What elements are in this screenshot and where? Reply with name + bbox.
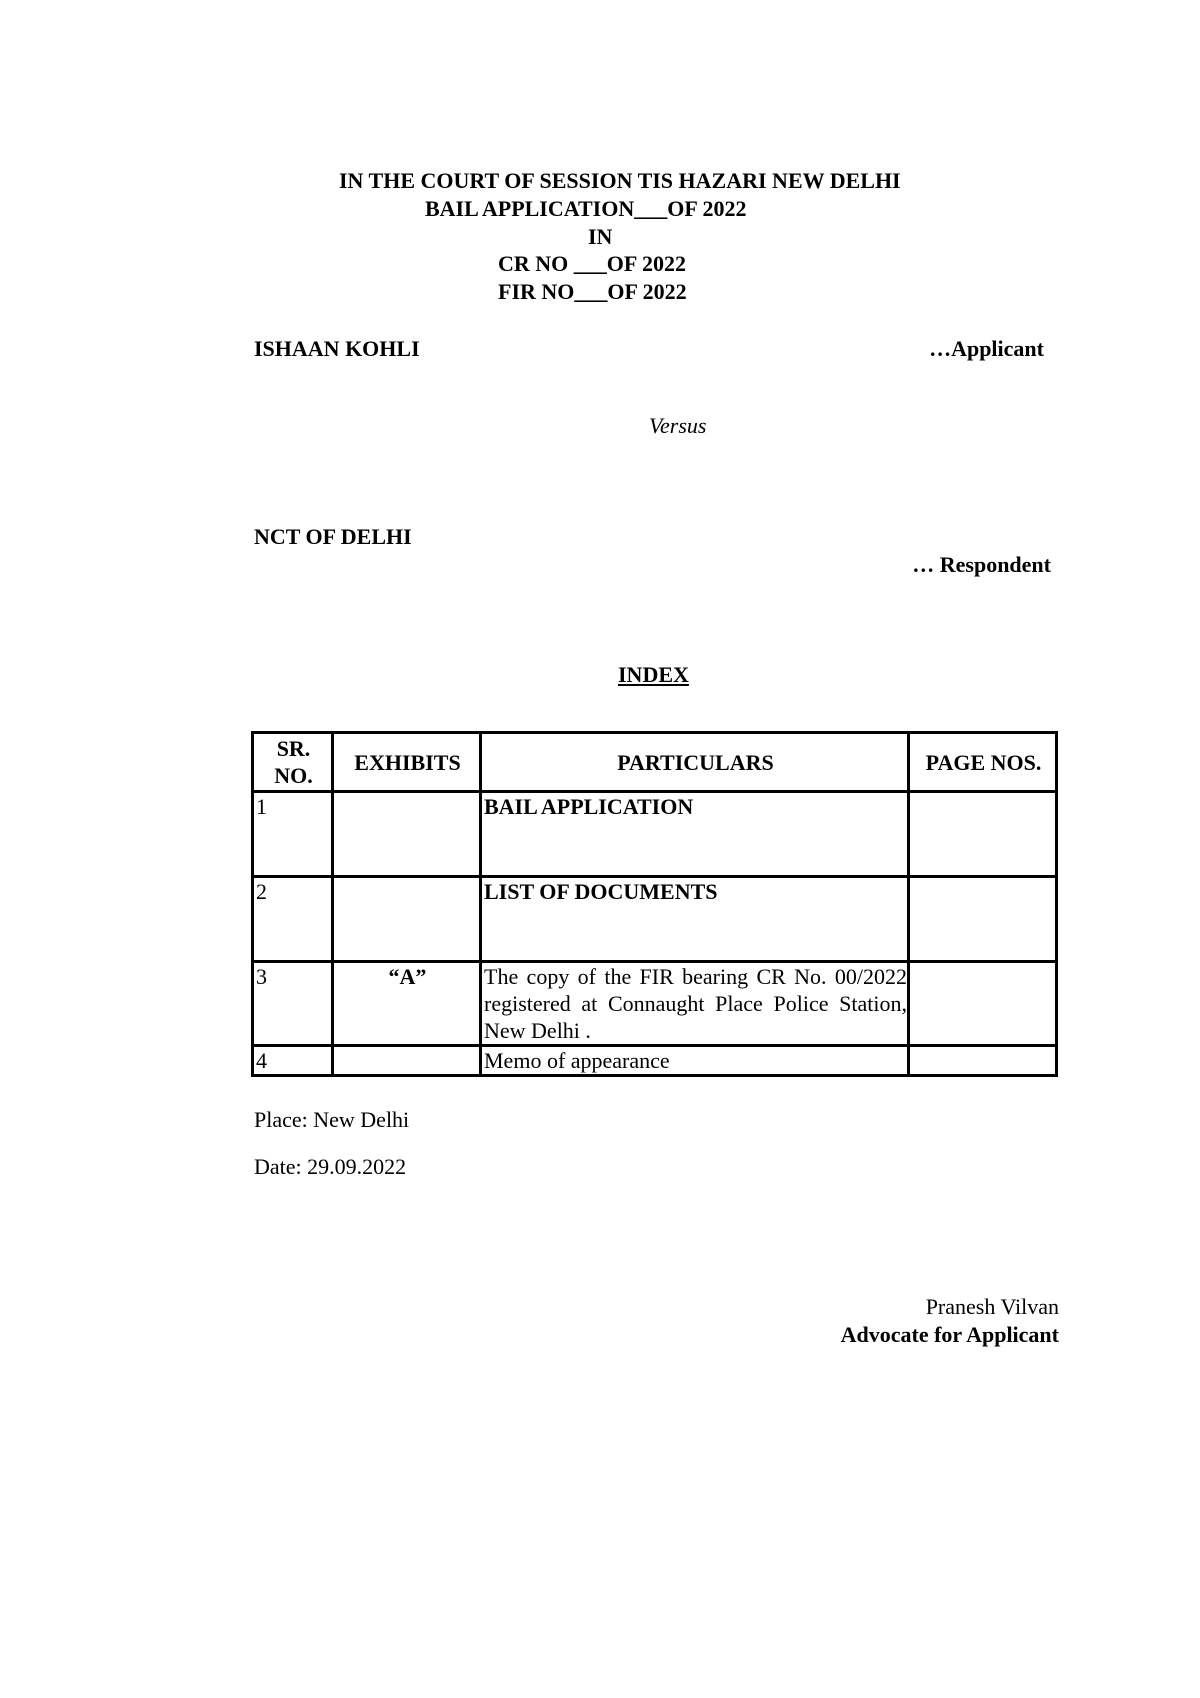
index-title: INDEX <box>618 662 689 687</box>
respondent-name: NCT OF DELHI <box>254 524 412 549</box>
exhibit-cell <box>333 792 481 877</box>
signatory-name: Pranesh Vilvan <box>925 1294 1059 1319</box>
place-line: Place: New Delhi <box>254 1107 410 1132</box>
table-row <box>253 792 1057 877</box>
column-header-sr-no: SR. NO. <box>253 733 333 792</box>
applicant-role: …Applicant <box>929 336 1044 361</box>
index-table <box>251 731 1058 1077</box>
exhibit-cell: “A” <box>333 962 481 1046</box>
page-nos-cell <box>909 962 1057 1046</box>
table-header-row <box>253 733 1057 792</box>
signatory-role: Advocate for Applicant <box>840 1322 1059 1347</box>
applicant-name: ISHAAN KOHLI <box>254 336 420 361</box>
page-nos-cell <box>909 877 1057 962</box>
particulars-cell: BAIL APPLICATION <box>481 792 909 877</box>
page-nos-cell <box>909 1046 1057 1076</box>
sr-no-cell: 3 <box>253 962 333 1046</box>
cr-number-line: CR NO ___OF 2022 <box>498 251 687 276</box>
column-header-page-nos: PAGE NOS. <box>909 733 1057 792</box>
page-nos-cell <box>909 792 1057 877</box>
particulars-cell: The copy of the FIR bearing CR No. 00/2022 registered at Connaught Place Police Station, New Delhi . <box>481 962 909 1046</box>
particulars-cell: Memo of appearance <box>481 1046 909 1076</box>
particulars-cell: LIST OF DOCUMENTS <box>481 877 909 962</box>
sr-no-cell: 1 <box>253 792 333 877</box>
bail-application-line: BAIL APPLICATION___OF 2022 <box>425 196 747 221</box>
column-header-particulars: PARTICULARS <box>481 733 909 792</box>
respondent-role: … Respondent <box>912 552 1051 577</box>
table-row <box>253 877 1057 962</box>
court-title: IN THE COURT OF SESSION TIS HAZARI NEW DELHI <box>339 168 901 193</box>
sr-no-cell: 2 <box>253 877 333 962</box>
in-line: IN <box>588 224 613 249</box>
table-row <box>253 962 1057 1046</box>
table-row <box>253 1046 1057 1076</box>
column-header-exhibits: EXHIBITS <box>333 733 481 792</box>
exhibit-cell <box>333 877 481 962</box>
date-line: Date: 29.09.2022 <box>254 1154 407 1179</box>
fir-number-line: FIR NO___OF 2022 <box>498 279 687 304</box>
exhibit-cell <box>333 1046 481 1076</box>
versus-label: Versus <box>649 413 707 438</box>
sr-no-cell: 4 <box>253 1046 333 1076</box>
